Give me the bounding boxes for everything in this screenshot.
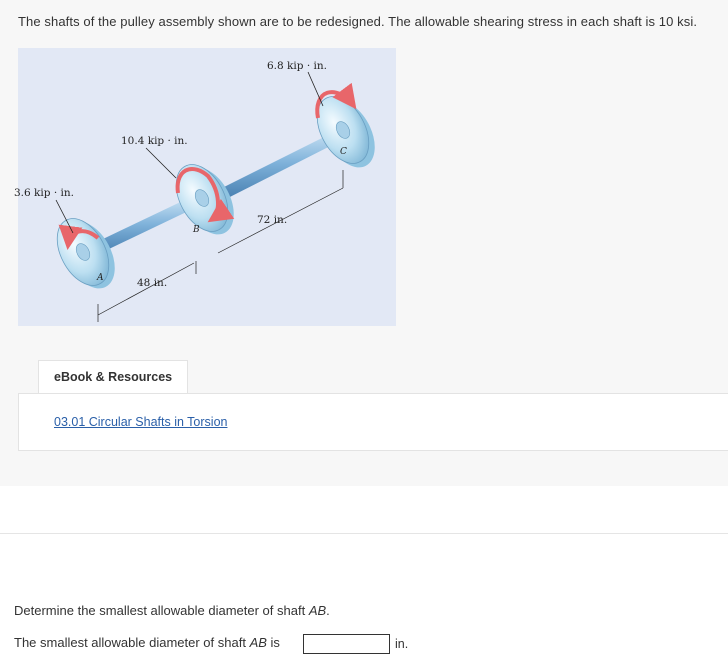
answer-label: The smallest allowable diameter of shaft AB is: [14, 635, 280, 650]
torque-b-label: 10.4 kip · in.: [121, 135, 188, 147]
point-b-label: B: [193, 225, 200, 235]
pulley-diagram: [18, 48, 396, 326]
torque-a-label: 3.6 kip · in.: [14, 187, 74, 199]
pulley-a: [47, 210, 126, 297]
answer-input[interactable]: [303, 634, 390, 654]
answer-unit: in.: [395, 637, 409, 651]
tab-ebook-resources[interactable]: [38, 360, 188, 394]
problem-statement: The shafts of the pulley assembly shown are to be redesigned. The allowable shearing stress in each shaft is 10 ksi.: [18, 14, 698, 29]
pulley-b: [166, 156, 245, 243]
point-c-label: C: [340, 147, 347, 157]
leader-c: [308, 72, 323, 106]
torque-c-label: 6.8 kip · in.: [267, 60, 327, 72]
resource-link-circular-shafts[interactable]: 03.01 Circular Shafts in Torsion: [54, 415, 228, 429]
pulley-c: [307, 88, 386, 176]
length-bc-label: 72 in.: [257, 214, 288, 226]
section-divider: [0, 533, 728, 534]
tab-ebook-resources-label: eBook & Resources: [54, 370, 173, 384]
question-prompt: Determine the smallest allowable diameter of shaft AB.: [14, 603, 330, 618]
resources-panel: [18, 393, 728, 451]
pulley-assembly-figure: [14, 48, 396, 326]
length-ab-label: 48 in.: [137, 277, 168, 289]
leader-b: [146, 148, 176, 178]
point-a-label: A: [97, 273, 104, 283]
